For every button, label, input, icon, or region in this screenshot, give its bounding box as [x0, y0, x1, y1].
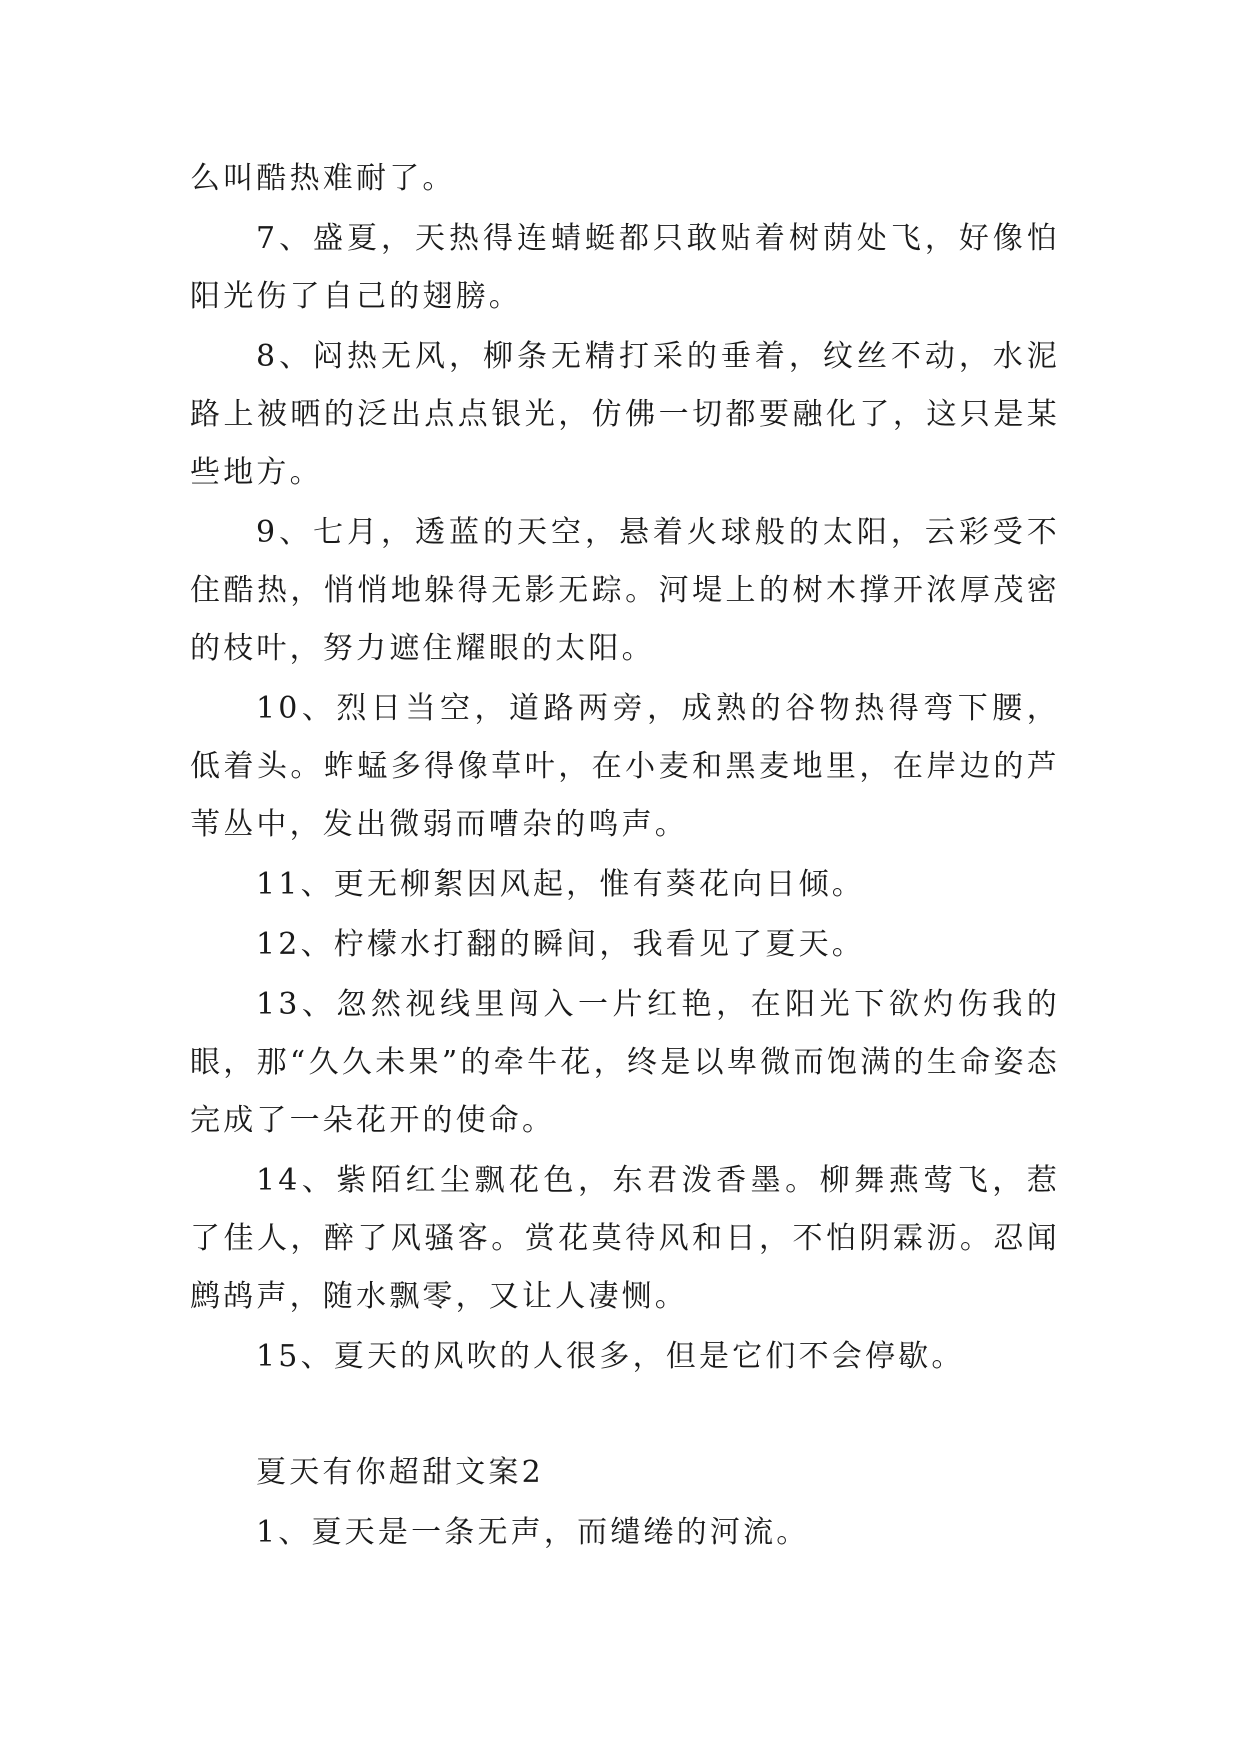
paragraph-item-14: 14、紫陌红尘飘花色，东君泼香墨。柳舞燕莺飞，惹了佳人，醉了风骚客。赏花莫待风和日，不怕阴霖沥。忍闻鹧鸪声，随水飘零，又让人凄恻。	[190, 1163, 1060, 1314]
paragraph-item-9: 9、七月，透蓝的天空，悬着火球般的太阳，云彩受不住酷热，悄悄地躲得无影无踪。河堤上的树木撑开浓厚茂密的枝叶，努力遮住耀眼的太阳。	[190, 515, 1060, 666]
paragraph-item-8: 8、闷热无风，柳条无精打采的垂着，纹丝不动，水泥路上被晒的泛出点点银光，仿佛一切都要融化了，这只是某些地方。	[190, 339, 1060, 490]
paragraph-item-13: 13、忽然视线里闯入一片红艳，在阳光下欲灼伤我的眼，那“久久未果”的牵牛花，终是以卑微而饱满的生命姿态完成了一朵花开的使命。	[190, 987, 1060, 1138]
paragraph-item-10: 10、烈日当空，道路两旁，成熟的谷物热得弯下腰，低着头。蚱蜢多得像草叶，在小麦和黑麦地里，在岸边的芦苇丛中，发出微弱而嘈杂的鸣声。	[190, 691, 1060, 842]
document-page	[190, 150, 1060, 1564]
paragraph-item-12: 12、柠檬水打翻的瞬间，我看见了夏天。	[256, 927, 865, 962]
section-paragraph-item-1: 1、夏天是一条无声，而缱绻的河流。	[256, 1515, 810, 1550]
paragraph-continuation: 么叫酷热难耐了。	[190, 161, 456, 196]
paragraph-item-11: 11、更无柳絮因风起，惟有葵花向日倾。	[256, 867, 865, 902]
paragraph-item-7: 7、盛夏，天热得连蜻蜓都只敢贴着树荫处飞，好像怕阳光伤了自己的翅膀。	[190, 221, 1060, 314]
section-heading: 夏天有你超甜文案2	[256, 1455, 544, 1490]
paragraph-item-15: 15、夏天的风吹的人很多，但是它们不会停歇。	[256, 1339, 965, 1374]
